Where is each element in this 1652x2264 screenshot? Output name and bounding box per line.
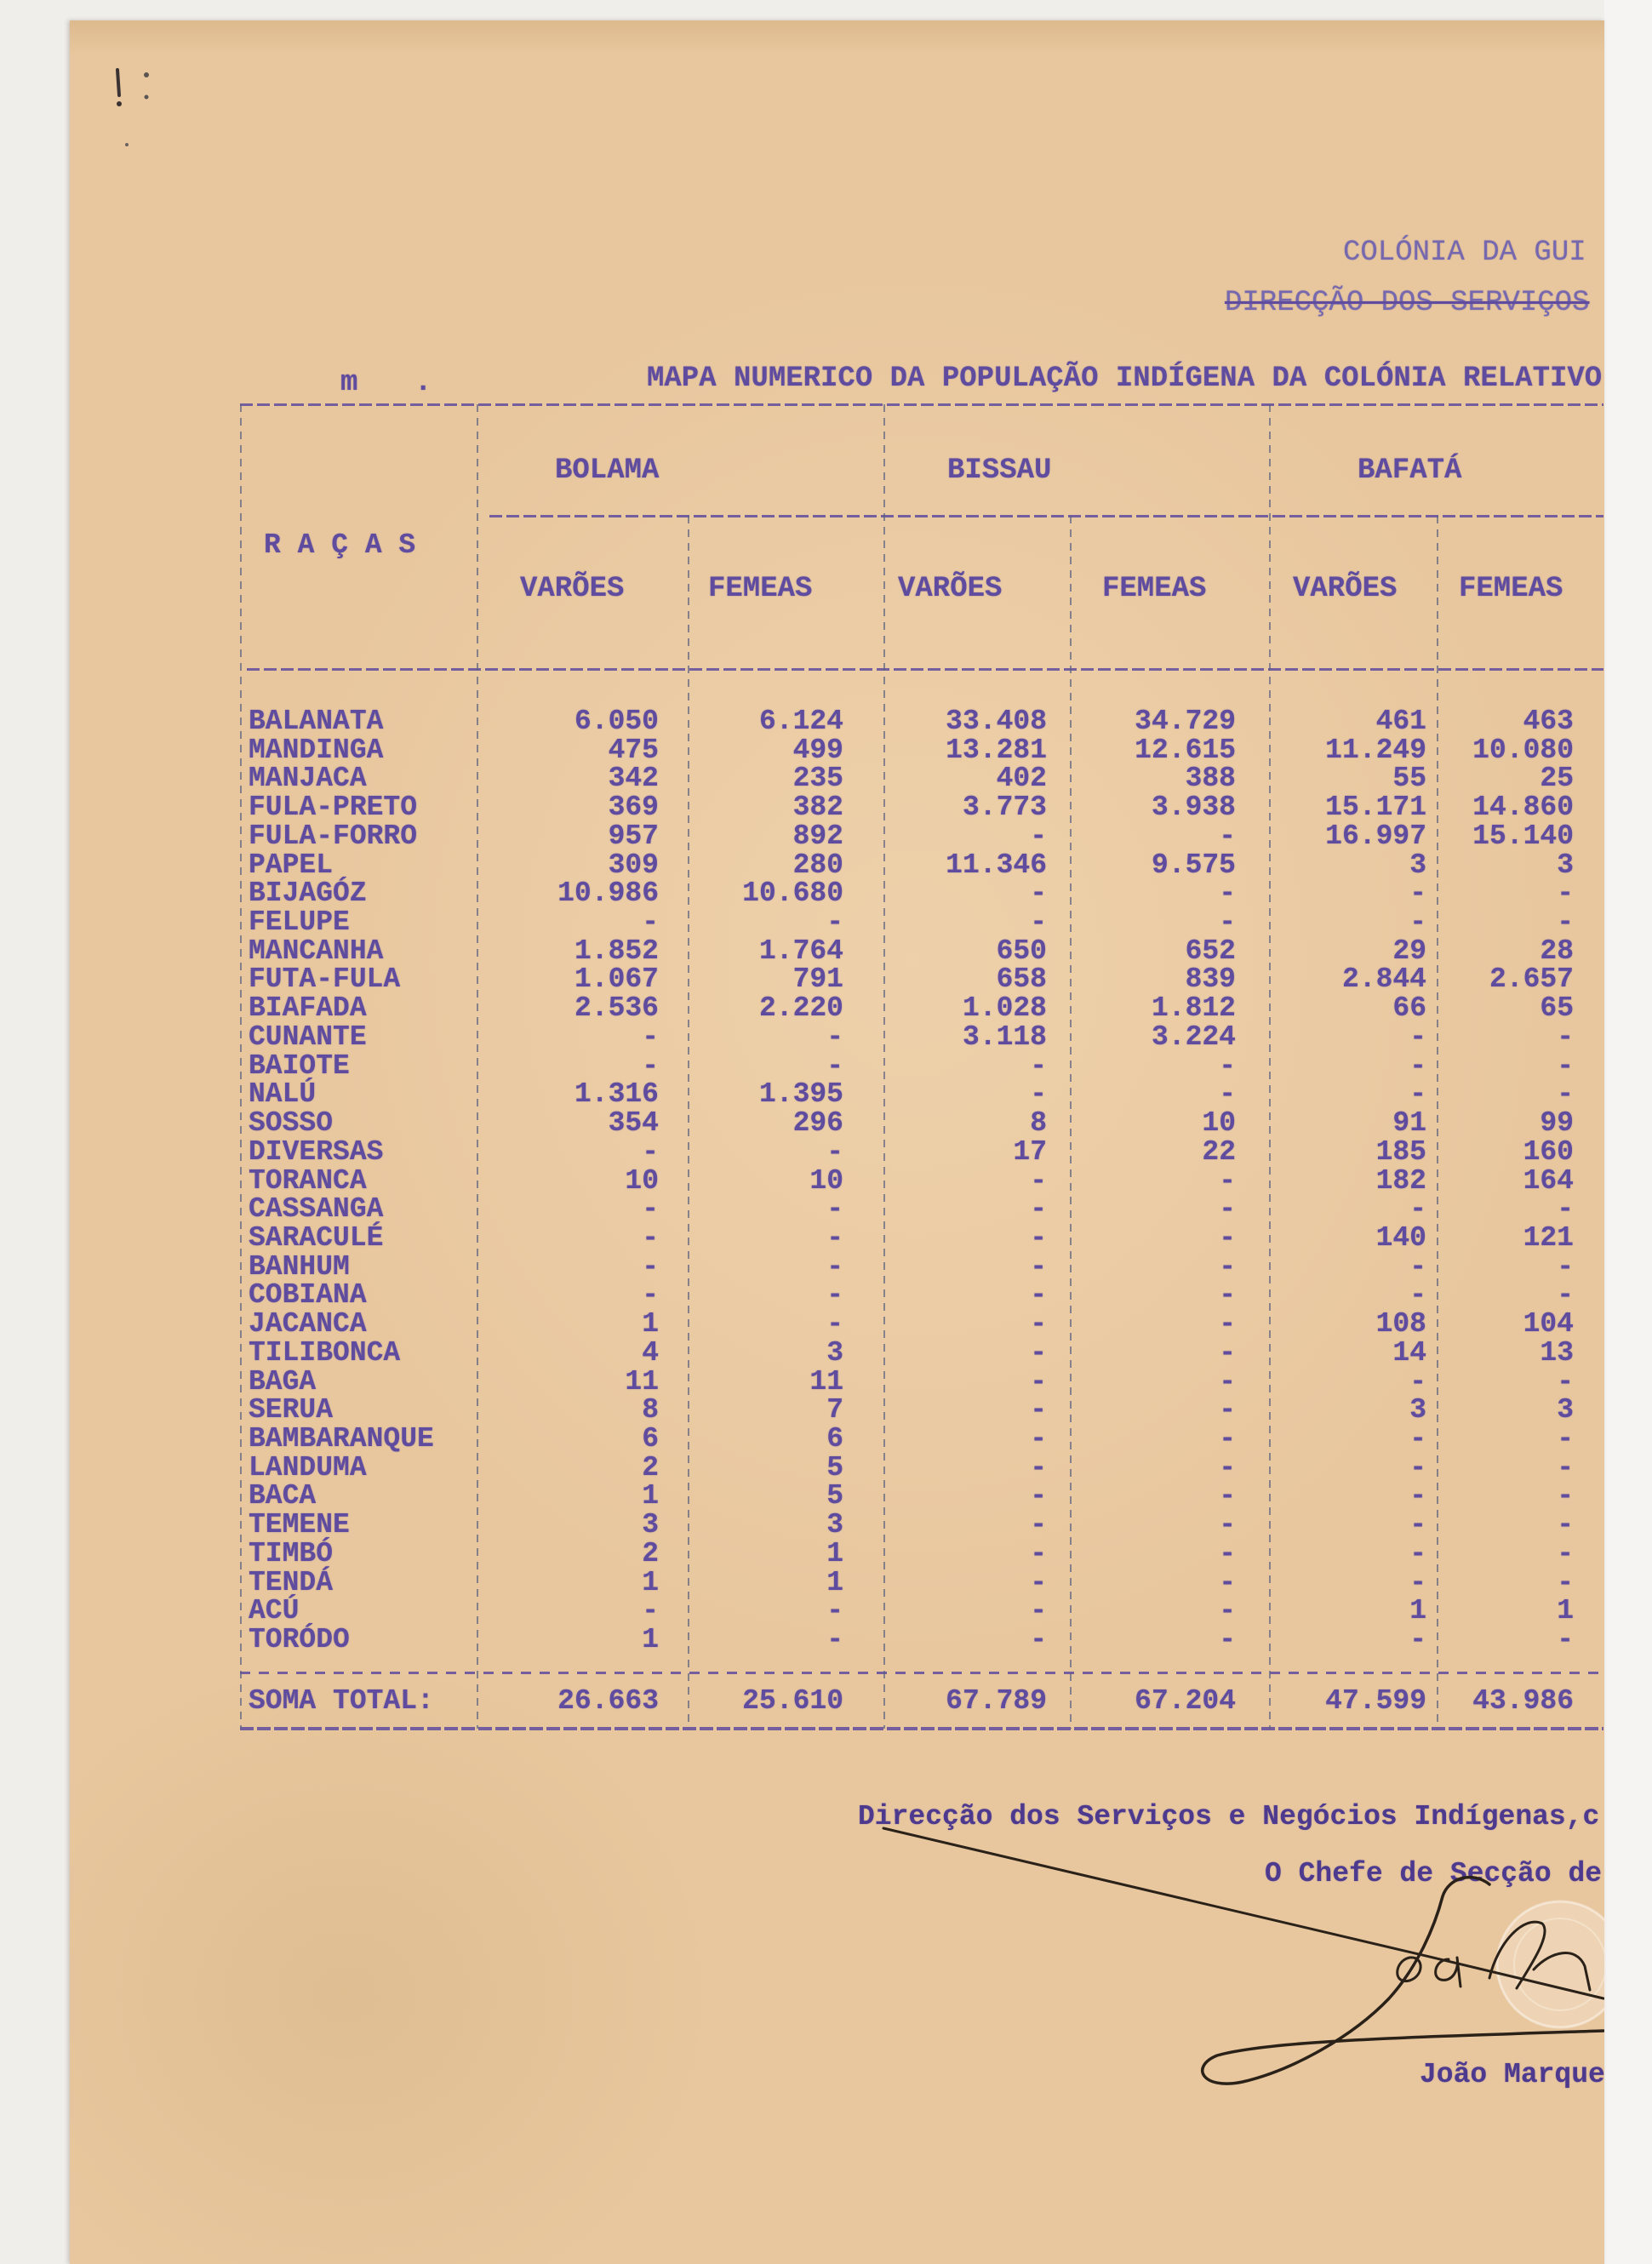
bolama-varoes-count: 2 [642,1451,659,1484]
bissau-femeas-count: 839 [1185,963,1236,996]
bissau-varoes-count: - [1030,1193,1047,1226]
bissau-femeas-count: - [1219,878,1236,910]
bolama-femeas-count: - [826,1193,843,1226]
bolama-varoes-count: 11 [625,1365,659,1398]
bolama-femeas-count: 280 [792,849,843,881]
table-row [240,793,1603,822]
table-row [240,1080,1603,1109]
bolama-femeas-count: 892 [792,820,843,852]
bafata-varoes-count: 16.997 [1325,820,1426,852]
bissau-varoes-count: - [1030,1308,1047,1341]
bafata-femeas-count: - [1557,1423,1574,1455]
bolama-femeas-count: 1.395 [758,1078,843,1111]
bafata-varoes-header: VARÕES [1293,573,1398,605]
bafata-varoes-count: 108 [1375,1308,1426,1341]
bolama-femeas-count: 1 [826,1537,843,1569]
embossed-seal [1497,1901,1604,2027]
race-name: NALÚ [249,1078,317,1111]
bolama-femeas-total: 25.610 [742,1685,843,1717]
bolama-varoes-count: 1.067 [574,963,659,996]
bolama-femeas-count: 6 [826,1423,843,1455]
bafata-varoes-count: 91 [1392,1107,1426,1140]
bolama-femeas-count: 10 [809,1164,843,1197]
bafata-femeas-count: - [1557,906,1574,939]
table-row [240,1109,1603,1138]
bolama-varoes-header: VARÕES [520,573,625,605]
bafata-varoes-count: 2.844 [1341,963,1426,996]
bolama-varoes-count: - [642,1279,659,1312]
bafata-femeas-count: 3 [1557,849,1574,881]
race-name: BIJAGÓZ [249,878,367,910]
bolama-femeas-count: 7 [826,1394,843,1426]
bissau-varoes-count: - [1030,1250,1047,1283]
race-name: CASSANGA [249,1193,384,1226]
bissau-femeas-count: - [1219,1624,1236,1656]
bolama-femeas-count: 791 [792,963,843,996]
office-line: Direcção dos Serviços e Negócios Indígenas,c [858,1801,1600,1832]
table-body [240,693,1603,1663]
bafata-varoes-count: 66 [1392,992,1426,1025]
bafata-varoes-count: - [1409,906,1426,939]
bolama-varoes-count: 1.316 [574,1078,659,1111]
bafata-femeas-count: - [1557,1250,1574,1283]
bolama-varoes-count: 2 [642,1537,659,1569]
bissau-femeas-count: - [1219,1164,1236,1197]
bissau-femeas-count: 3.224 [1151,1021,1236,1053]
bafata-femeas-count: 164 [1523,1164,1574,1197]
bafata-femeas-count: 104 [1523,1308,1574,1341]
race-name: TIMBÓ [249,1537,334,1569]
bissau-femeas-count: 10 [1202,1107,1236,1140]
race-name: SERUA [249,1394,334,1426]
race-name: LANDUMA [249,1451,367,1484]
bolama-femeas-header: FEMEAS [708,573,813,605]
bolama-varoes-count: 2.536 [574,992,659,1025]
bolama-varoes-count: - [642,1221,659,1254]
bafata-varoes-count: 1 [1409,1595,1426,1627]
table-row [240,994,1603,1023]
bolama-varoes-count: - [642,1595,659,1627]
bafata-femeas-count: - [1557,878,1574,910]
table-rule-bottom [240,1727,1603,1730]
bissau-femeas-count: - [1219,1336,1236,1369]
margin-marks [100,53,169,163]
bolama-femeas-count: - [826,1624,843,1656]
bissau-varoes-count: 13.281 [946,734,1047,766]
bissau-varoes-count: 3.118 [962,1021,1047,1053]
race-name: MANCANHA [249,935,384,967]
bafata-varoes-count: - [1409,1566,1426,1598]
bolama-femeas-count: 499 [792,734,843,766]
race-name: MANJACA [249,763,367,795]
bissau-femeas-count: - [1219,1193,1236,1226]
bissau-femeas-count: 3.938 [1151,792,1236,824]
bissau-femeas-count: 1.812 [1151,992,1236,1025]
table-rule-top [240,403,1603,406]
bolama-varoes-count: 369 [608,792,659,824]
table-row [240,1425,1603,1454]
bissau-varoes-count: - [1030,1394,1047,1426]
bolama-varoes-count: 957 [608,820,659,852]
bissau-femeas-count: - [1219,1078,1236,1111]
bolama-varoes-count: 1 [642,1566,659,1598]
signatory-title: O Chefe de Secção de [1265,1858,1603,1890]
bafata-femeas-count: 15.140 [1472,820,1574,852]
bolama-femeas-count: - [826,906,843,939]
bolama-varoes-count: 309 [608,849,659,881]
bissau-varoes-count: - [1030,1078,1047,1111]
bissau-varoes-count: - [1030,1164,1047,1197]
bissau-varoes-count: - [1030,1624,1047,1656]
bafata-varoes-count: - [1409,1451,1426,1484]
table-row [240,1365,1603,1398]
bolama-varoes-count: 1 [642,1308,659,1341]
bafata-femeas-header: FEMEAS [1459,573,1563,605]
bissau-varoes-count: - [1030,1566,1047,1598]
bafata-femeas-count: - [1557,1509,1574,1541]
bafata-femeas-count: 121 [1523,1221,1574,1254]
race-name: TENDÁ [249,1566,334,1598]
bafata-varoes-count: - [1409,1365,1426,1398]
bafata-varoes-count: 140 [1375,1221,1426,1254]
table-row [240,1336,1603,1369]
region-header-bissau: BISSAU [947,455,1052,487]
bafata-femeas-count: - [1557,1279,1574,1312]
bissau-varoes-count: - [1030,820,1047,852]
bissau-varoes-count: - [1030,1595,1047,1627]
race-name: DIVERSAS [249,1135,384,1168]
bafata-varoes-count: 55 [1392,763,1426,795]
bolama-femeas-count: 2.220 [758,992,843,1025]
bafata-varoes-count: - [1409,878,1426,910]
bissau-varoes-count: - [1030,1509,1047,1541]
bafata-femeas-count: - [1557,1049,1574,1082]
bafata-femeas-count: - [1557,1078,1574,1111]
bafata-varoes-count: 14 [1392,1336,1426,1369]
bissau-varoes-count: 33.408 [946,706,1047,737]
bafata-femeas-count: - [1557,1451,1574,1484]
bissau-varoes-count: 17 [1013,1135,1047,1168]
bafata-varoes-count: 461 [1375,706,1426,737]
bafata-varoes-count: 3 [1409,1394,1426,1426]
table-row [240,908,1603,937]
bolama-varoes-count: 8 [642,1394,659,1426]
bissau-femeas-count: - [1219,906,1236,939]
table-row [240,1566,1603,1598]
race-name: BACA [249,1480,317,1512]
race-name: FULA-FORRO [249,820,418,852]
table-row [240,1221,1603,1254]
bissau-varoes-header: VARÕES [898,573,1003,605]
bissau-femeas-count: - [1219,1423,1236,1455]
margin-dot: . [414,367,432,399]
bafata-femeas-count: 65 [1540,992,1574,1025]
bolama-femeas-count: - [826,1221,843,1254]
race-name: SARACULÉ [249,1221,384,1254]
bolama-femeas-count: 296 [792,1107,843,1140]
bolama-varoes-count: 1 [642,1624,659,1656]
bolama-femeas-count: - [826,1595,843,1627]
race-name: TILIBONCA [249,1336,401,1369]
bafata-femeas-count: 1 [1557,1595,1574,1627]
bolama-femeas-count: - [826,1049,843,1082]
bissau-varoes-count: - [1030,906,1047,939]
table-row [240,1164,1603,1197]
table-rule-header [247,668,1603,671]
bafata-femeas-count: 13 [1540,1336,1574,1369]
bissau-femeas-count: - [1219,1595,1236,1627]
bafata-varoes-total: 47.599 [1325,1685,1426,1717]
document-title: MAPA NUMERICO DA POPULAÇÃO INDÍGENA DA COLÓNIA RELATIVO [647,363,1603,395]
bissau-femeas-count: 34.729 [1135,706,1236,737]
race-name: FUTA-FULA [249,963,401,996]
bafata-varoes-count: - [1409,1509,1426,1541]
bissau-varoes-count: - [1030,1049,1047,1082]
bafata-varoes-count: 29 [1392,935,1426,967]
table-row [240,764,1603,793]
bafata-varoes-count: - [1409,1624,1426,1656]
bafata-varoes-count: - [1409,1480,1426,1512]
bissau-femeas-count: 22 [1202,1135,1236,1168]
bafata-femeas-count: 25 [1540,763,1574,795]
bafata-femeas-count: - [1557,1021,1574,1053]
table-row [240,1281,1603,1310]
bolama-femeas-count: - [826,1308,843,1341]
bafata-varoes-count: - [1409,1021,1426,1053]
bissau-femeas-count: - [1219,820,1236,852]
bafata-varoes-count: - [1409,1193,1426,1226]
bissau-femeas-count: - [1219,1308,1236,1341]
race-name: BAIOTE [249,1049,350,1082]
bolama-varoes-count: 6 [642,1423,659,1455]
bissau-varoes-count: 402 [996,763,1047,795]
bolama-femeas-count: 3 [826,1509,843,1541]
bolama-femeas-count: - [826,1135,843,1168]
bissau-varoes-count: 8 [1030,1107,1047,1140]
bafata-femeas-count: 99 [1540,1107,1574,1140]
bafata-femeas-count: 28 [1540,935,1574,967]
table-row [240,1597,1603,1626]
bolama-varoes-count: 354 [608,1107,659,1140]
race-name: CUNANTE [249,1021,367,1053]
bissau-femeas-count: - [1219,1221,1236,1254]
bissau-femeas-count: 652 [1185,935,1236,967]
bafata-varoes-count: - [1409,1279,1426,1312]
bolama-varoes-count: 4 [642,1336,659,1369]
bolama-varoes-count: - [642,1193,659,1226]
bissau-femeas-header: FEMEAS [1102,573,1207,605]
bafata-femeas-count: - [1557,1537,1574,1569]
table-row [240,1537,1603,1569]
scan-background [1604,0,1652,2264]
bafata-femeas-count: - [1557,1624,1574,1656]
table-row [240,1195,1603,1224]
bolama-varoes-count: - [642,1135,659,1168]
signatory-name: João Marque [1420,2059,1605,2090]
bissau-femeas-count: - [1219,1365,1236,1398]
table-row [240,1135,1603,1168]
race-name: BAGA [249,1365,317,1398]
bolama-femeas-count: 382 [792,792,843,824]
bolama-femeas-count: - [826,1250,843,1283]
bissau-varoes-count: - [1030,1365,1047,1398]
bafata-varoes-count: 182 [1375,1164,1426,1197]
bolama-femeas-count: 11 [809,1365,843,1398]
bafata-varoes-count: 185 [1375,1135,1426,1168]
bissau-varoes-count: - [1030,1480,1047,1512]
bolama-varoes-count: - [642,1049,659,1082]
table-row [240,707,1603,736]
table-row [240,1451,1603,1484]
bolama-femeas-count: 5 [826,1480,843,1512]
bafata-femeas-count: - [1557,1480,1574,1512]
bissau-femeas-count: - [1219,1451,1236,1484]
bolama-femeas-count: 1.764 [758,935,843,967]
table-row [240,937,1603,966]
bafata-varoes-count: 11.249 [1325,734,1426,766]
bissau-femeas-count: - [1219,1537,1236,1569]
bolama-femeas-count: 1 [826,1566,843,1598]
bissau-femeas-count: - [1219,1480,1236,1512]
bolama-varoes-count: 1.852 [574,935,659,967]
bolama-varoes-count: 10 [625,1164,659,1197]
bissau-femeas-count: 12.615 [1135,734,1236,766]
bafata-varoes-count: - [1409,1537,1426,1569]
table-row [240,822,1603,851]
bissau-varoes-count: - [1030,1336,1047,1369]
table-row [240,1250,1603,1283]
bissau-varoes-count: - [1030,1279,1047,1312]
table-row [240,965,1603,994]
bolama-femeas-count: 6.124 [758,706,843,737]
bolama-femeas-count: 5 [826,1451,843,1484]
bafata-femeas-count: 463 [1523,706,1574,737]
bissau-varoes-count: 1.028 [962,992,1047,1025]
race-name: JACANCA [249,1308,367,1341]
race-name: TEMENE [249,1509,350,1541]
bissau-varoes-count: 650 [996,935,1047,967]
bolama-femeas-count: 3 [826,1336,843,1369]
bissau-varoes-count: - [1030,1221,1047,1254]
bafata-femeas-count: 2.657 [1489,963,1574,996]
region-header-bolama: BOLAMA [555,455,660,487]
struck-department-heading: DIRECÇÃO DOS SERVIÇOS [1225,287,1590,319]
bolama-femeas-count: - [826,1279,843,1312]
bolama-femeas-count: - [826,1021,843,1053]
bafata-varoes-count: 15.171 [1325,792,1426,824]
bolama-varoes-count: - [642,1021,659,1053]
bafata-femeas-count: 10.080 [1472,734,1574,766]
table-row [240,1023,1603,1052]
bissau-femeas-count: - [1219,1279,1236,1312]
bolama-varoes-count: 6.050 [574,706,659,737]
total-row [240,1687,1603,1716]
table-row [240,1482,1603,1511]
bolama-varoes-count: - [642,1250,659,1283]
bissau-varoes-count: 658 [996,963,1047,996]
race-name: TORÓDO [249,1624,350,1656]
bafata-varoes-count: - [1409,1423,1426,1455]
bolama-varoes-count: 3 [642,1509,659,1541]
bolama-varoes-count: 1 [642,1480,659,1512]
region-header-bafata: BAFATÁ [1358,455,1462,487]
table-row [240,1626,1603,1655]
table-row [240,1511,1603,1540]
colony-heading: COLÓNIA DA GUI [1343,237,1586,269]
bissau-varoes-total: 67.789 [946,1685,1047,1717]
table-row [240,736,1603,765]
table-row [240,1396,1603,1425]
bafata-femeas-count: 160 [1523,1135,1574,1168]
table-row [240,879,1603,908]
bafata-femeas-count: 14.860 [1472,792,1574,824]
table-row [240,1049,1603,1082]
margin-letter: m [340,367,358,399]
bafata-femeas-count: - [1557,1193,1574,1226]
race-name: COBIANA [249,1279,367,1312]
table-row [240,1310,1603,1339]
bissau-femeas-total: 67.204 [1135,1685,1236,1717]
bissau-varoes-count: - [1030,878,1047,910]
bissau-femeas-count: 388 [1185,763,1236,795]
bafata-femeas-total: 43.986 [1472,1685,1574,1717]
bolama-varoes-count: 475 [608,734,659,766]
bolama-varoes-count: - [642,906,659,939]
bolama-varoes-total: 26.663 [557,1685,659,1717]
bissau-femeas-count: 9.575 [1151,849,1236,881]
bissau-femeas-count: - [1219,1394,1236,1426]
bafata-varoes-count: 3 [1409,849,1426,881]
race-column-header: R A Ç A S [264,529,416,561]
bolama-varoes-count: 10.986 [557,878,659,910]
bafata-femeas-count: - [1557,1566,1574,1598]
bissau-femeas-count: - [1219,1250,1236,1283]
race-name: BAMBARANQUE [249,1423,434,1455]
race-name: PAPEL [249,849,334,881]
bolama-varoes-count: 342 [608,763,659,795]
bafata-varoes-count: - [1409,1049,1426,1082]
table-row [240,851,1603,880]
race-name: BIAFADA [249,992,367,1025]
bissau-varoes-count: - [1030,1537,1047,1569]
bissau-varoes-count: - [1030,1423,1047,1455]
bafata-femeas-count: - [1557,1365,1574,1398]
race-name: BALANATA [249,706,384,737]
bissau-varoes-count: 11.346 [946,849,1047,881]
race-name: SOSSO [249,1107,334,1140]
bafata-varoes-count: - [1409,1078,1426,1111]
bolama-femeas-count: 235 [792,763,843,795]
bissau-varoes-count: 3.773 [962,792,1047,824]
race-name: MANDINGA [249,734,384,766]
bissau-varoes-count: - [1030,1451,1047,1484]
bissau-femeas-count: - [1219,1566,1236,1598]
bolama-femeas-count: 10.680 [742,878,843,910]
race-name: FULA-PRETO [249,792,418,824]
table-rule-total [240,1672,1603,1674]
total-label: SOMA TOTAL: [249,1685,434,1717]
race-name: BANHUM [249,1250,350,1283]
bissau-femeas-count: - [1219,1049,1236,1082]
bafata-femeas-count: 3 [1557,1394,1574,1426]
race-name: ACÚ [249,1595,300,1627]
bissau-femeas-count: - [1219,1509,1236,1541]
bafata-varoes-count: - [1409,1250,1426,1283]
race-name: TORANCA [249,1164,367,1197]
race-name: FELUPE [249,906,350,939]
